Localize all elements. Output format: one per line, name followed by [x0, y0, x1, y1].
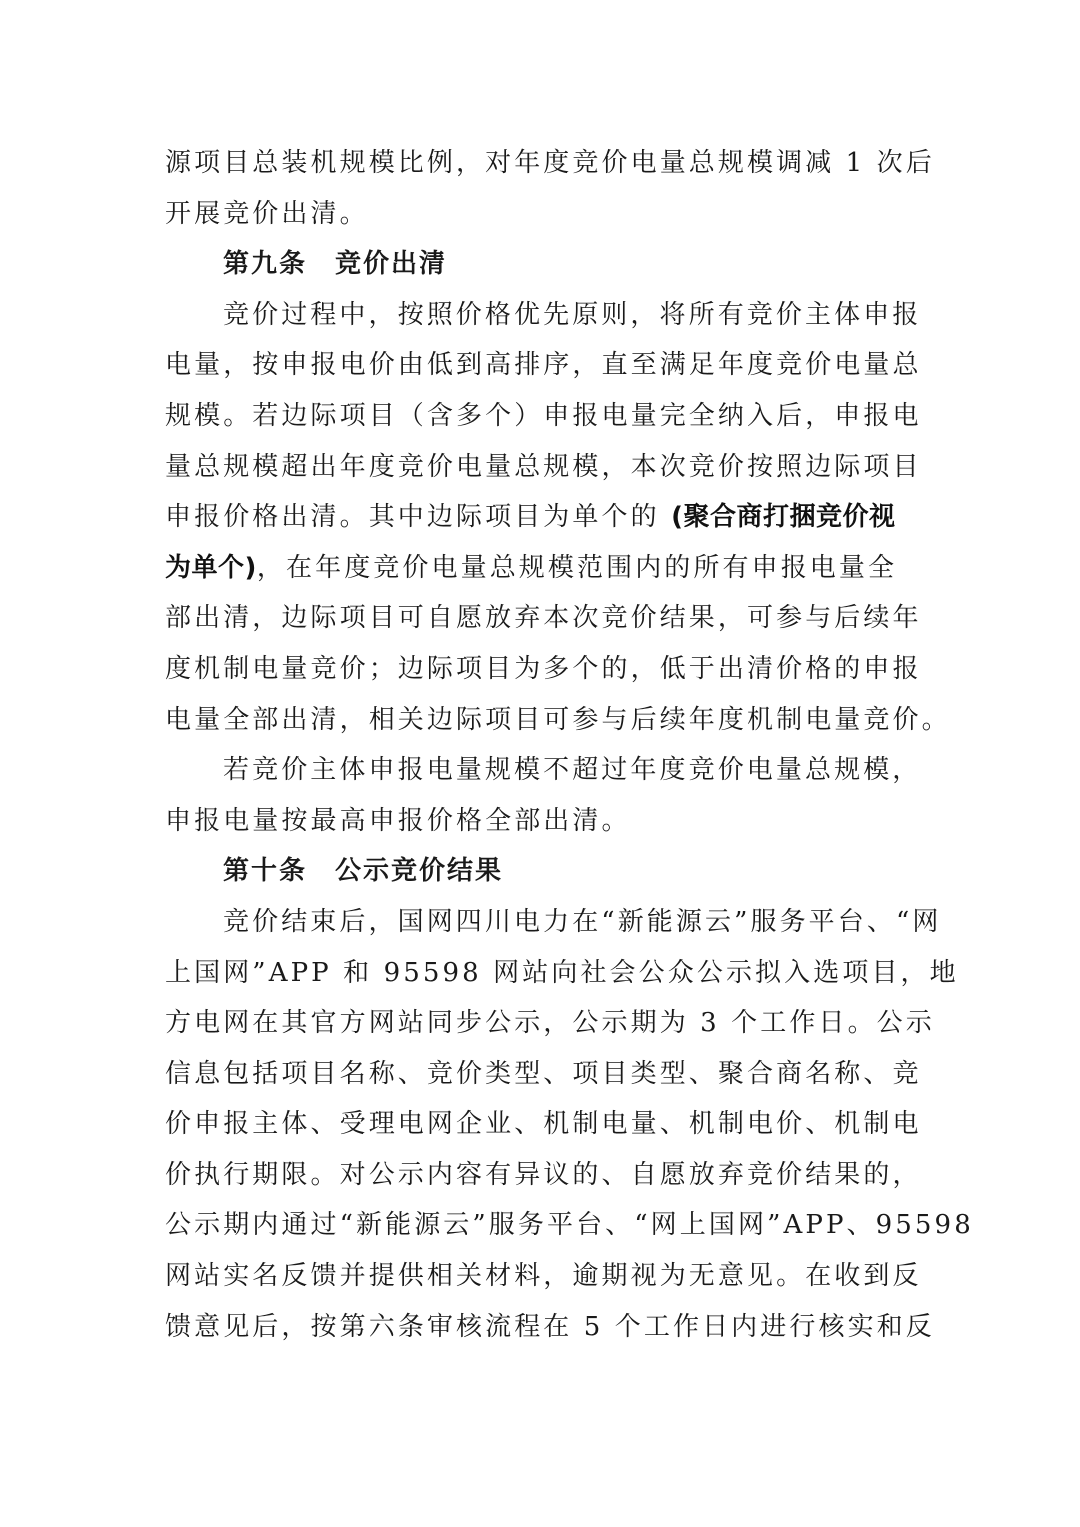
paragraph-line: 电量，按申报电价由低到高排序，直至满足年度竞价电量总: [165, 350, 922, 381]
paragraph-line: 价申报主体、受理电网企业、机制电量、机制电价、机制电: [165, 1109, 922, 1140]
paragraph-line: 量总规模超出年度竞价电量总规模，本次竞价按照边际项目: [165, 451, 922, 482]
article-heading-10: [165, 846, 945, 897]
paragraph-line: 开展竞价出清。: [165, 198, 369, 229]
paragraph-line: 信息包括项目名称、竞价类型、项目类型、聚合商名称、竞: [165, 1058, 922, 1089]
article-number: 第十条: [223, 856, 308, 887]
paragraph-line: 网站实名反馈并提供相关材料，逾期视为无意见。在收到反: [165, 1261, 922, 1292]
article-heading-9: [165, 239, 945, 290]
article-number: 第九条: [223, 249, 308, 280]
paragraph-line: 价执行期限。对公示内容有异议的、自愿放弃竞价结果的，: [165, 1159, 922, 1190]
paragraph-line: 竞价结束后，国网四川电力在“新能源云”服务平台、“网: [223, 906, 942, 937]
article-title: 公示竞价结果: [335, 856, 504, 887]
paragraph-line: 部出清，边际项目可自愿放弃本次竞价结果，可参与后续年: [165, 603, 922, 634]
paragraph-line-mixed: [165, 543, 945, 594]
paragraph-line: 上国网”APP 和 95598 网站向社会公众公示拟入选项目，地: [165, 957, 959, 988]
paragraph-line: 度机制电量竞价；边际项目为多个的，低于出清价格的申报: [165, 653, 922, 684]
paragraph-line: 若竞价主体申报电量规模不超过年度竞价电量总规模，: [223, 755, 922, 786]
article-title: 竞价出清: [335, 249, 448, 280]
paragraph-line: 方电网在其官方网站同步公示，公示期为 3 个工作日。公示: [165, 1008, 935, 1039]
paragraph-line: 电量全部出清，相关边际项目可参与后续年度机制电量竞价。: [165, 704, 951, 735]
plain-text: 申报价格出清。其中边际项目为单个的: [165, 502, 660, 533]
paragraph-line: 公示期内通过“新能源云”服务平台、“网上国网”APP、95598: [165, 1210, 974, 1241]
paragraph-line: 竞价过程中，按照价格优先原则，将所有竞价主体申报: [223, 299, 922, 330]
paragraph-line: 源项目总装机规模比例，对年度竞价电量总规模调减 1 次后: [165, 148, 935, 178]
paragraph-line: 申报电量按最高申报价格全部出清。: [165, 805, 631, 836]
paragraph-line: 馈意见后，按第六条审核流程在 5 个工作日内进行核实和反: [165, 1311, 935, 1342]
plain-text: ，在年度竞价电量总规模范围内的所有申报电量全: [256, 552, 898, 583]
paragraph-line-mixed: [165, 492, 945, 543]
document-page: [165, 138, 974, 1352]
emphasized-text: 为单个): [165, 552, 257, 583]
paragraph-line: 规模。若边际项目（含多个）申报电量完全纳入后，申报电: [165, 400, 922, 431]
emphasized-text: (聚合商打捆竞价视: [671, 502, 896, 533]
